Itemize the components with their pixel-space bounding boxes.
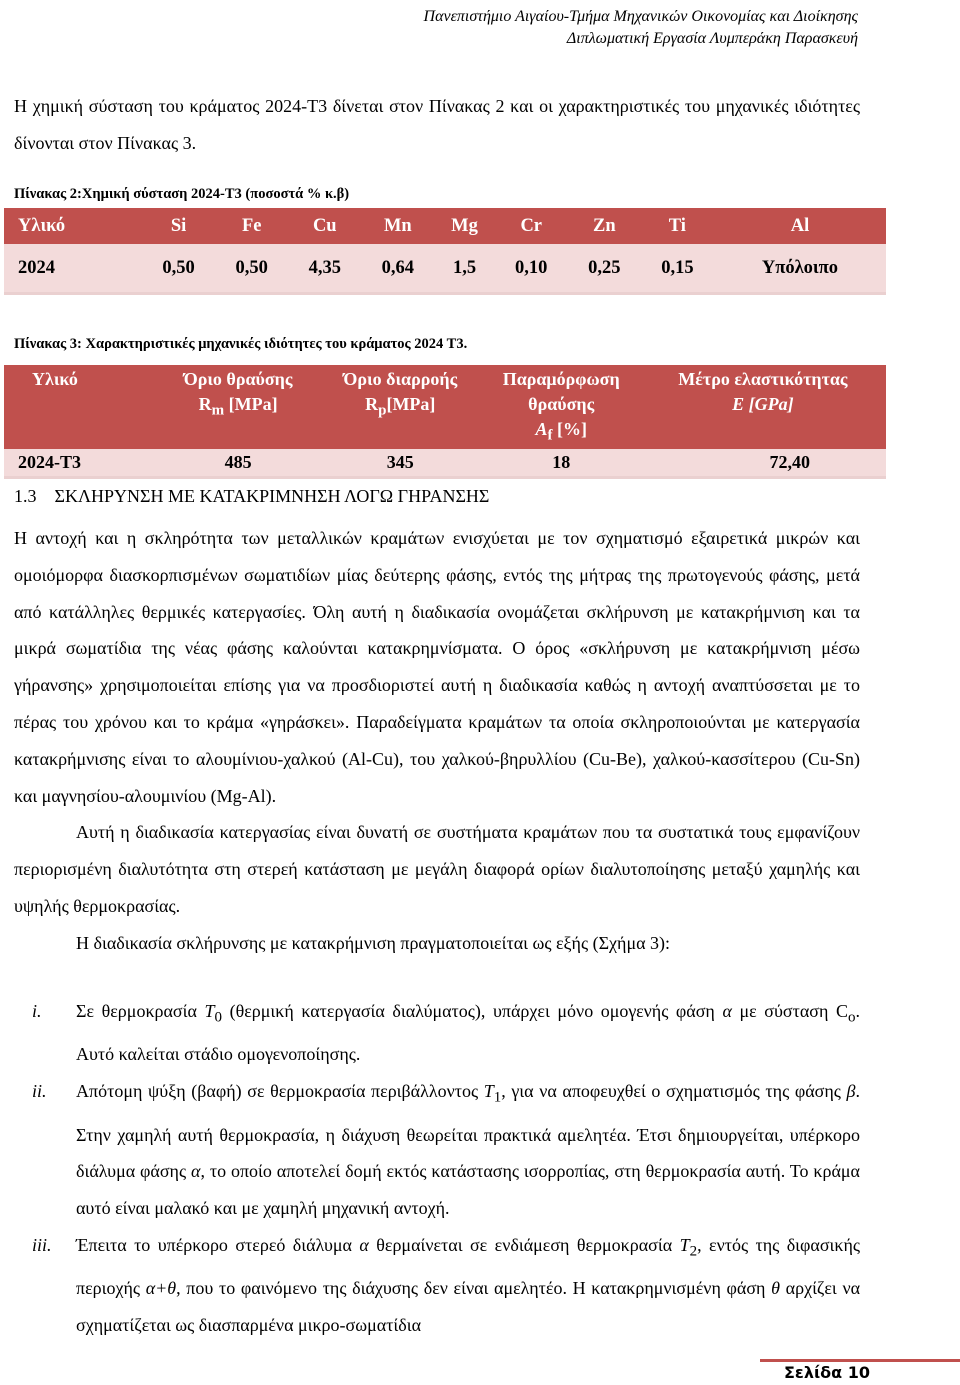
header-tensile-unit [158,392,318,424]
table-header-cell: Zn [568,208,641,244]
symbol-subscript: o [848,1009,856,1026]
table-cell: 2024 [4,244,142,294]
table-cell: 485 [158,449,318,478]
header-yield: Όριο διαρροής [343,369,458,389]
unit-text: [MPa] [224,394,278,414]
list-text [76,993,860,1073]
table-cell: 4,35 [288,244,361,294]
properties-header-row [4,365,886,449]
text-run: . Αυτό καλείται στάδιο ομογενοποίησης. [76,1001,860,1065]
list-item [14,993,860,1073]
list-text [76,1227,860,1344]
header-thesis: Διπλωματική Εργασία Λυμπεράκη Παρασκευή [566,30,858,47]
math-symbol: T [679,1234,690,1255]
table-cell: 0,50 [142,244,215,294]
table-cell: 0,25 [568,244,641,294]
table-cell: 1,5 [434,244,494,294]
header-tensile: Όριο θραύσης [183,369,293,389]
body-paragraph: Η διαδικασία σκλήρυνσης με κατακρήμνιση πραγματοποιείται ως εξής (Σχήμα 3): [76,932,671,953]
symbol-text: R [198,394,212,414]
list-text [76,1073,860,1227]
symbol-subscript: p [378,402,387,419]
symbol-subscript: 2 [689,1243,698,1260]
text-run: . Στην χαμηλή αυτή θερμοκρασία, η διάχυση θεωρείται πρακτικά αμελητέα. Έτσι δημιουργείται, υπέρκορο διάλυμα φάσης [76,1081,860,1182]
text-run: αρχίζει να σχηματίζεται ως διασπαρμένα μικρο-σωματίδια [76,1278,861,1336]
table-header-cell: Fe [215,208,288,244]
table-cell: 345 [318,449,483,478]
mechanical-properties-table [4,365,886,479]
composition-header-row [4,208,886,244]
table-cell: 0,15 [641,244,714,294]
header-modulus: Μέτρο ελαστικότητας [678,369,848,389]
math-symbol: α+θ [145,1278,177,1299]
list-number: i. [32,1001,42,1021]
table-cell: 2024-Τ3 [4,449,158,478]
table-row [4,244,886,294]
table-row [4,449,886,478]
process-steps-list [14,993,860,1344]
math-symbol: β [846,1081,856,1102]
table-header-cell [158,365,318,449]
text-run: (θερμική κατεργασία διαλύματος), υπάρχει μόνο ομογενής φάση [222,1001,723,1021]
table-header-cell: Si [142,208,215,244]
table3-caption: Πίνακας 3: Χαρακτηριστικές μηχανικές ιδιότητες του κράματος 2024 Τ3. [14,336,468,352]
section-number: 1.3 [14,486,37,506]
header-elongation-unit [483,417,640,449]
list-item [14,1227,860,1344]
unit-text: [MPa] [386,394,436,414]
table-cell: Υπόλοιπο [714,244,886,294]
text-run: Έπειτα το υπέρκορο στερεό διάλυμα [76,1234,360,1255]
text-run: , για να αποφευχθεί ο σχηματισμός της φάσης [501,1081,847,1102]
footer-rule [760,1359,960,1362]
section-heading [14,486,489,507]
math-symbol: α [359,1234,369,1255]
table-header-cell: Ti [641,208,714,244]
math-symbol: T [483,1081,494,1102]
header-elongation: Παραμόρφωση [502,369,620,389]
table-header-cell: Mn [361,208,434,244]
header-yield-unit [318,392,483,424]
page-number: Σελίδα 10 [783,1363,870,1382]
list-number: iii. [32,1234,52,1255]
table-cell: 0,64 [361,244,434,294]
table-header-cell [483,365,640,449]
header-material: Υλικό [32,369,78,389]
intro-text: Η χημική σύσταση του κράματος 2024-Τ3 δίνεται στον Πίνακας 2 και οι χαρακτηριστικές του μηχανικές ιδιότητες δίνονται στον Πίνακας 3. [14,96,860,153]
text-run: θερμαίνεται σε ενδιάμεση θερμοκρασία [368,1234,680,1255]
table-header-cell: Cr [495,208,568,244]
table-header-cell [318,365,483,449]
unit-text: [%] [552,419,587,439]
table-header-cell: Υλικό [4,208,142,244]
text-run: , το οποίο αποτελεί δομή εκτός κατάστασης ισορροπίας, στη θερμοκρασία αυτή. Το κράμα αυτό είναι μαλακό και με χαμηλή μηχανική αντοχή. [76,1161,860,1219]
symbol-subscript: 0 [214,1009,223,1026]
composition-table [4,208,886,295]
math-symbol: α [722,1001,732,1021]
symbol-subscript: m [211,402,225,419]
table-header-cell: Al [714,208,886,244]
text-run: , που το φαινόμενο της διάχυσης δεν είναι αμελητέο. Η κατακρημνισμένη φάση [176,1278,772,1299]
table-cell: 72,40 [640,449,886,478]
table-header-cell: Mg [434,208,494,244]
header-university: Πανεπιστήμιο Αιγαίου-Τμήμα Μηχανικών Οικονομίας και Διοίκησης [423,8,858,25]
table-cell: 0,10 [495,244,568,294]
body-text [14,520,860,962]
page-header [424,6,858,50]
table-cell: 18 [483,449,640,478]
symbol-text: R [365,394,379,414]
symbol-text: A [535,419,548,439]
body-paragraph: Αυτή η διαδικασία κατεργασίας είναι δυνατή σε συστήματα κραμάτων που τα συστατικά τους εμφανίζουν περιορισμένη διαλυτότητα στη στερεή κατάσταση με μεγάλη διαφορά ορίων διαλυτοποίησης μεταξύ χαμηλής και υψηλής θερμοκρασίας. [14,822,860,916]
math-symbol: θ [771,1278,780,1299]
list-item [14,1073,860,1227]
list-number: ii. [32,1081,47,1102]
section-title: ΣΚΛΗΡΥΝΣΗ ΜΕ ΚΑΤΑΚΡΙΜΝΗΣΗ ΛΟΓΩ ΓΗΡΑΝΣΗΣ [54,486,490,506]
table-header-cell: Cu [288,208,361,244]
symbol-subscript: f [547,427,553,444]
text-run: , εντός της διφασικής περιοχής [76,1234,861,1299]
header-elongation-2: θραύσης [528,394,595,414]
text-run: με σύσταση C [731,1001,848,1021]
header-modulus-unit: E [GPa] [732,394,794,414]
text-run: Απότομη ψύξη (βαφή) σε θερμοκρασία περιβάλλοντος [76,1081,484,1102]
math-symbol: T [204,1001,215,1021]
intro-paragraph [14,88,860,162]
text-run: Σε θερμοκρασία [76,1001,205,1021]
symbol-subscript: 1 [493,1089,502,1106]
math-symbol: α [191,1161,201,1182]
table-cell: 0,50 [215,244,288,294]
body-paragraph: Η αντοχή και η σκληρότητα των μεταλλικών κραμάτων ενισχύεται με τον σχηματισμό εξαιρετικά μικρών και ομοιόμορφα διασκορπισμένων σωματιδίων μίας δεύτερης φάσης, εντός της μήτρας της πρωτογενούς φάσης, μετά από κατάλληλες θερμικές κατεργασίες. Όλη αυτή η διαδικασία ονομάζεται σκλήρυνση με κατακρήμνιση και τα μικρά σωματίδια της νέας φάσης καλούνται κατακρημνίσματα. Ο όρος «σκλήρυνση με κατακρήμνιση μέσω γήρανσης» χρησιμοποιείται επίσης για να προσδιοριστεί αυτή η διαδικασία καθώς η αντοχή αναπτύσσεται με το πέρας του χρόνου και το κράμα «γηράσκει». Παραδείγματα κραμάτων τα οποία σκληροποιούνται με κατεργασία κατακρήμνισης είναι το αλουμίνιου-χαλκού (Al-Cu), του χαλκού-βηρυλλίου (Cu-Be), χαλκού-κασσίτερου (Cu-Sn) και μαγνησίου-αλουμινίου (Mg-Al). [14,528,860,806]
table-header-cell [640,365,886,449]
table2-caption: Πίνακας 2:Χημική σύσταση 2024-Τ3 (ποσοστά % κ.β) [14,186,350,202]
table-header-cell [4,365,158,449]
